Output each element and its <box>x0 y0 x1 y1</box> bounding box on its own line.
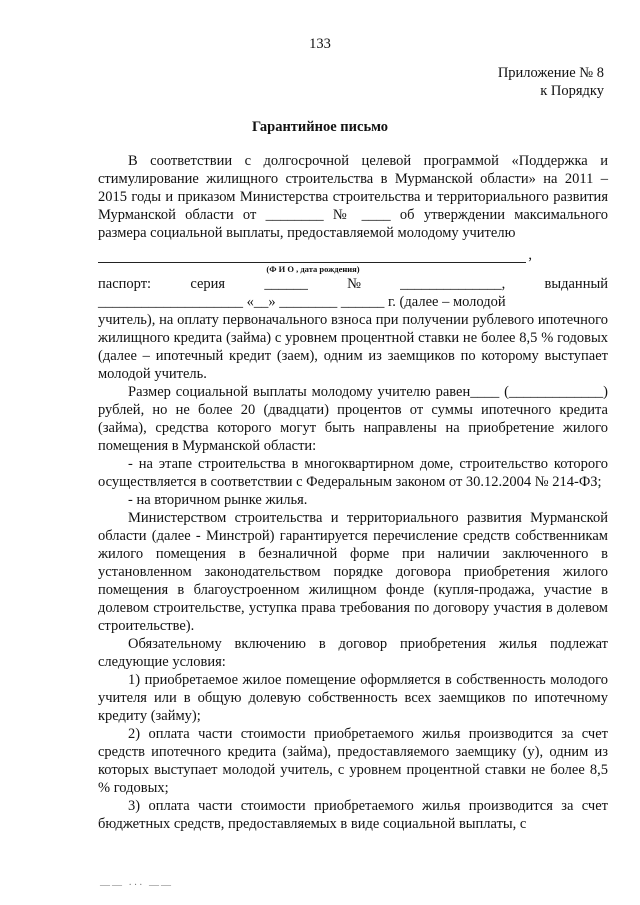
fio-comma: , <box>528 247 532 263</box>
condition-1: 1) приобретаемое жилое помещение оформляется в собственность молодого учителя или в общую долевую собственность всех заемщиков по ипотечному кредиту (займу); <box>98 672 608 724</box>
footer-marks: —— ··· —— <box>100 880 173 891</box>
passport-issue-line: ____________________ «__» ________ ______ г. (далее – молодой <box>98 294 506 310</box>
fio-caption: (Ф И О , дата рождения) <box>266 264 360 274</box>
document-title: Гарантийное письмо <box>251 119 389 135</box>
appendix-line-1: Приложение № 8 <box>497 65 604 81</box>
conditions-intro: Обязательному включению в договор приобретения жилья подлежат следующие условия: <box>98 636 608 670</box>
intro-paragraph: В соответствии с долгосрочной целевой программой «Поддержка и стимулирование жилищного строительства в Мурманской области» на 2011 – 2015 годы и приказом Министерства строительства и территориального развития Мурманской области от ________ № ____ об утверждении максимального размера социальной выплаты, предоставляемой молодому учителю <box>98 153 608 241</box>
passport-label: паспорт: <box>98 276 152 292</box>
bullet-construction: - на этапе строительства в многоквартирном доме, строительство которого осуществляется в соответствии с Федеральным законом от 30.12.2004 № 214-ФЗ; <box>98 456 608 490</box>
appendix-line-2: к Порядку <box>540 83 604 99</box>
document-body <box>98 152 608 833</box>
ministry-guarantee-paragraph: Министерством строительства и территориального развития Мурманской области (далее - Минстрой) гарантируется перечисление средств собственникам жилого помещения в безналичной форме при наличии заключенного в установленном законодательством порядке договора приобретения жилого помещения в благоустроенном жилищном фонде (купля-продажа, участие в долевом строительстве, уступка права требования по договору участия в долевом строительстве). <box>98 510 608 634</box>
condition-3: 3) оплата части стоимости приобретаемого жилья производится за счет бюджетных средств, предоставляемых в виде социальной выплаты, с <box>98 798 608 832</box>
passport-series-blank: ______ <box>264 276 308 292</box>
passport-series-label: серия <box>190 276 226 292</box>
page-number: 133 <box>309 36 331 52</box>
passport-issued-label: выданный <box>544 276 608 292</box>
payment-size-paragraph: Размер социальной выплаты молодому учителю равен____ (_____________) рублей, но не более 20 (двадцати) процентов от суммы ипотечного кредита (займа), средства которого могут быть направлены на приобретение жилого помещения в Мурманской области: <box>98 384 608 454</box>
bullet-secondary-market: - на вторичном рынке жилья. <box>128 492 308 508</box>
passport-number-blank: ______________, <box>400 276 506 292</box>
appendix-reference <box>498 64 604 100</box>
passport-number-label: № <box>347 276 361 292</box>
condition-2: 2) оплата части стоимости приобретаемого жилья производится за счет средств ипотечного кредита (займа), предоставляемого заемщику (у), одним из которых выступает молодой учитель, с уровнем процентной ставки не более 8,5 % годовых; <box>98 726 608 796</box>
passport-purpose-paragraph: учитель), на оплату первоначального взноса при получении рублевого ипотечного жилищного кредита (займа) с уровнем процентной ставки не более 8,5 % годовых (далее – ипотечный кредит (заем), одним из заемщиков по которому выступает молодой учитель. <box>98 312 608 382</box>
fio-blank-line <box>98 244 532 263</box>
passport-line <box>98 275 608 293</box>
